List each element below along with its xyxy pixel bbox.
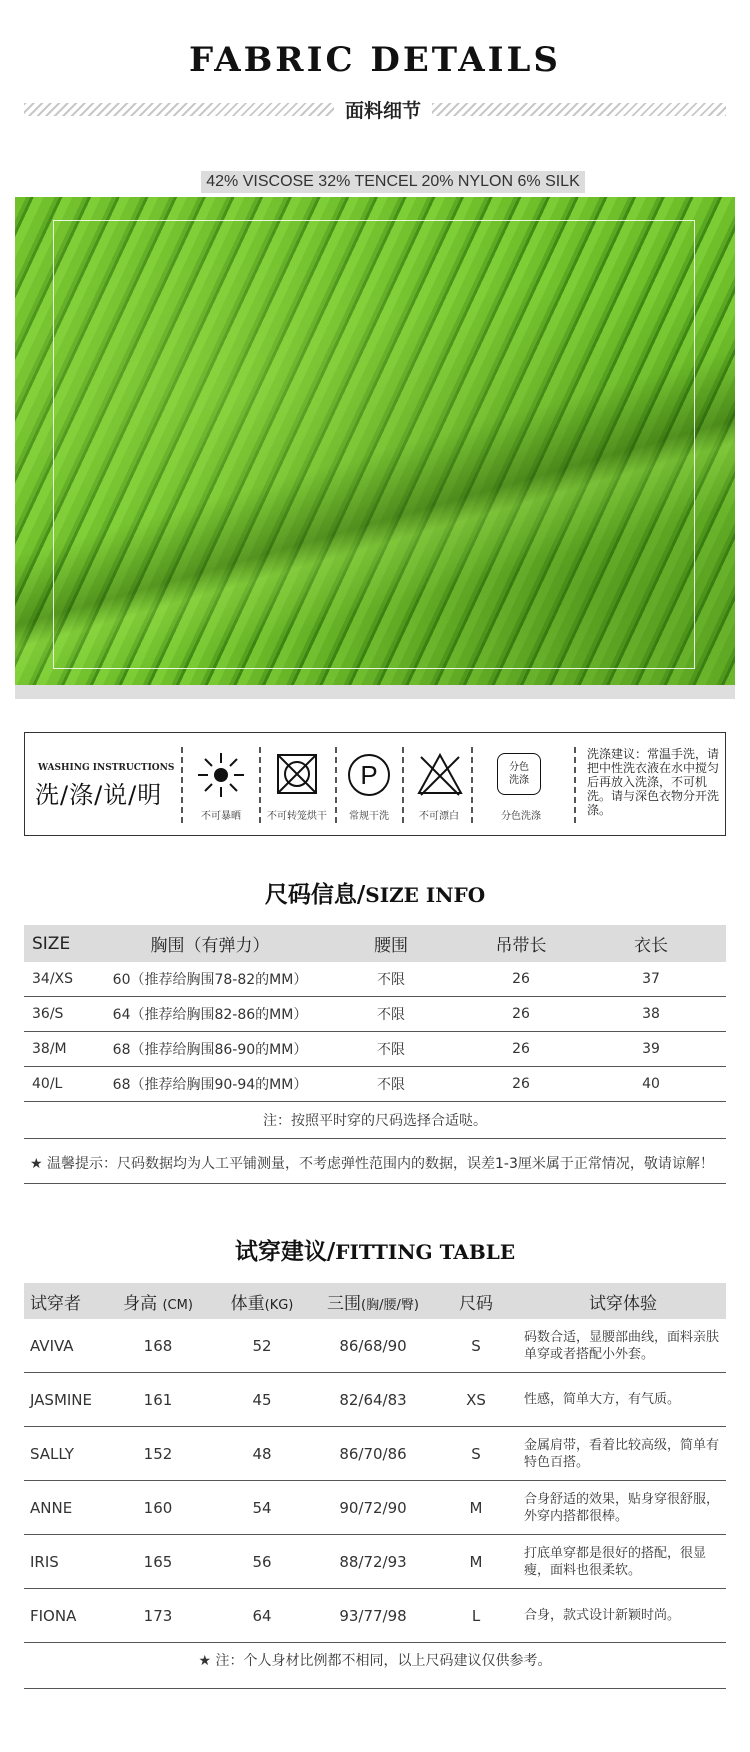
fitting-title [0,1233,750,1266]
length-cell: 37 [576,962,726,997]
table-row [24,1535,726,1589]
size-info-title-cn: 尺码信息/ [264,882,366,908]
measurements-cell: 90/72/90 [314,1481,432,1535]
measurements-cell: 86/68/90 [314,1319,432,1373]
separate-wash-icon [487,751,557,799]
length-cell: 38 [576,997,726,1032]
length-cell: 39 [576,1032,726,1067]
waist-cell: 不限 [316,1067,466,1102]
weight-cell: 45 [210,1373,314,1427]
height-cell: 173 [106,1589,210,1643]
hatch-divider-left [24,103,334,116]
divider-line [24,1138,726,1139]
table-row [24,1481,726,1535]
height-cell: 168 [106,1319,210,1373]
chest-cell: 68（推荐给胸围90-94的MM） [104,1067,316,1102]
chest-cell: 60（推荐给胸围78-82的MM） [104,962,316,997]
fit-size-cell: S [432,1427,520,1481]
table-row [24,1373,726,1427]
experience-cell: 打底单穿都是很好的搭配，很显瘦，面料也很柔软。 [520,1535,726,1589]
page-title: FABRIC DETAILS [189,40,561,80]
dashed-separator [574,747,576,823]
size-col-header: SIZE [24,925,104,962]
strap-length-cell: 26 [466,1067,576,1102]
weight-cell: 48 [210,1427,314,1481]
model-col-header [24,1283,106,1319]
weight-cell: 54 [210,1481,314,1535]
height-col-header [106,1283,210,1319]
weight-cell: 56 [210,1535,314,1589]
fit-size-cell: M [432,1535,520,1589]
model-cell: JASMINE [24,1373,106,1427]
size-cell: 40/L [24,1067,104,1102]
model-cell: SALLY [24,1427,106,1481]
weight-cell: 64 [210,1589,314,1643]
model-cell: ANNE [24,1481,106,1535]
model-cell: FIONA [24,1589,106,1643]
fitting-table-header [24,1283,726,1319]
weight-cell: 52 [210,1319,314,1373]
length-col-header: 衣长 [576,925,726,962]
strap-length-col-header: 吊带长 [466,925,576,962]
strap-length-cell: 26 [466,1032,576,1067]
waist-cell: 不限 [316,1032,466,1067]
strap-length-cell: 26 [466,962,576,997]
chest-cell: 64（推荐给胸围82-86的MM） [104,997,316,1032]
height-cell: 165 [106,1535,210,1589]
fit-size-cell: XS [432,1373,520,1427]
washing-title-en: WASHING INSTRUCTIONS [38,763,175,773]
experience-col-header-label: 试穿体验 [589,1293,657,1314]
fit-size-cell: M [432,1481,520,1535]
weight-col-header-unit: (KG) [264,1297,294,1313]
wash-label-separate-wash: 分色洗涤 [501,811,541,822]
measurement-tip: ★ 温馨提示：尺码数据均为人工平铺测量，不考虑弹性范围内的数据，误差1-3厘米属于正常情况，敬请谅解！ [30,1156,714,1172]
table-row [24,1032,726,1067]
table-row [24,997,726,1032]
size-cell: 36/S [24,997,104,1032]
waist-cell: 不限 [316,962,466,997]
height-col-header-unit: (CM) [162,1297,193,1313]
model-cell: AVIVA [24,1319,106,1373]
height-col-header-label: 身高 [123,1293,158,1314]
length-cell: 40 [576,1067,726,1102]
chest-col-header: 胸围（有弹力） [104,925,316,962]
washing-note: 洗涤建议：常温手洗，请把中性洗衣液在水中搅匀后再放入洗涤，不可机洗。请与深色衣物分开洗涤。 [587,747,720,817]
divider-line [24,1688,726,1689]
wash-label-no-tumble-dry: 不可转笼烘干 [267,811,327,822]
wash-label-no-bleach: 不可漂白 [419,811,459,822]
fitting-note: ★ 注：个人身材比例都不相同，以上尺码建议仅供参考。 [198,1653,552,1669]
weight-col-header [210,1283,314,1319]
photo-bottom-strip [15,685,735,699]
size-info-title-en: SIZE INFO [365,883,486,907]
waist-col-header: 腰围 [316,925,466,962]
measurements-cell: 82/64/83 [314,1373,432,1427]
size-cell: 38/M [24,1032,104,1067]
fit-size-col-header [432,1283,520,1319]
fit-size-cell: S [432,1319,520,1373]
photo-frame [53,220,695,669]
experience-cell: 合身，款式设计新颖时尚。 [520,1589,726,1643]
experience-cell: 性感，简单大方，有气质。 [520,1373,726,1427]
measurements-cell: 86/70/86 [314,1427,432,1481]
table-row [24,1589,726,1643]
measurements-col-header-label: 三围 [327,1293,362,1314]
measurements-col-header-unit: (胸/腰/臀) [361,1297,419,1313]
table-row [24,1319,726,1373]
size-table-header [24,925,726,962]
size-cell: 34/XS [24,962,104,997]
chest-cell: 68（推荐给胸围86-90的MM） [104,1032,316,1067]
height-cell: 161 [106,1373,210,1427]
size-table [24,925,726,1102]
dashed-separator [471,747,473,823]
measurements-col-header [314,1283,432,1319]
experience-cell: 合身舒适的效果，贴身穿很舒服，外穿内搭都很棒。 [520,1481,726,1535]
no-bleach-icon [405,751,475,799]
fitting-table [24,1283,726,1643]
divider-line [24,1183,726,1184]
height-cell: 152 [106,1427,210,1481]
hatch-divider-right [432,103,726,116]
fit-size-cell: L [432,1589,520,1643]
table-row [24,1427,726,1481]
model-cell: IRIS [24,1535,106,1589]
size-info-title [0,876,750,909]
sun-icon [186,751,256,799]
wash-label-dry-clean: 常规干洗 [349,811,389,822]
washing-instructions [24,732,726,836]
waist-cell: 不限 [316,997,466,1032]
separate-wash-icon-text: 分色 洗涤 [497,753,541,795]
fitting-title-cn: 试穿建议/ [234,1239,336,1265]
fitting-title-en: FITTING TABLE [335,1240,516,1264]
weight-col-header-label: 体重 [230,1293,265,1314]
height-cell: 160 [106,1481,210,1535]
fit-size-col-header-label: 尺码 [459,1293,493,1314]
model-col-header-label: 试穿者 [30,1293,81,1314]
fabric-composition: 42% VISCOSE 32% TENCEL 20% NYLON 6% SILK [201,171,585,193]
strap-length-cell: 26 [466,997,576,1032]
table-row [24,962,726,997]
experience-col-header [520,1283,726,1319]
experience-cell: 码数合适，显腰部曲线，面料亲肤 单穿或者搭配小外套。 [520,1319,726,1373]
measurements-cell: 88/72/93 [314,1535,432,1589]
dry-clean-p-icon [334,751,404,799]
wash-label-sun: 不可暴晒 [201,811,241,822]
size-note: 注：按照平时穿的尺码选择合适哒。 [263,1113,487,1129]
table-row [24,1067,726,1102]
page-subtitle: 面料细节 [344,100,421,122]
experience-cell: 金属肩带，看着比较高级，简单有特色百搭。 [520,1427,726,1481]
fabric-photo [15,197,735,685]
svg-text:P: P [360,760,378,790]
measurements-cell: 93/77/98 [314,1589,432,1643]
no-tumble-dry-icon [262,751,332,799]
washing-title-cn: 洗/涤/说/明 [35,781,163,809]
